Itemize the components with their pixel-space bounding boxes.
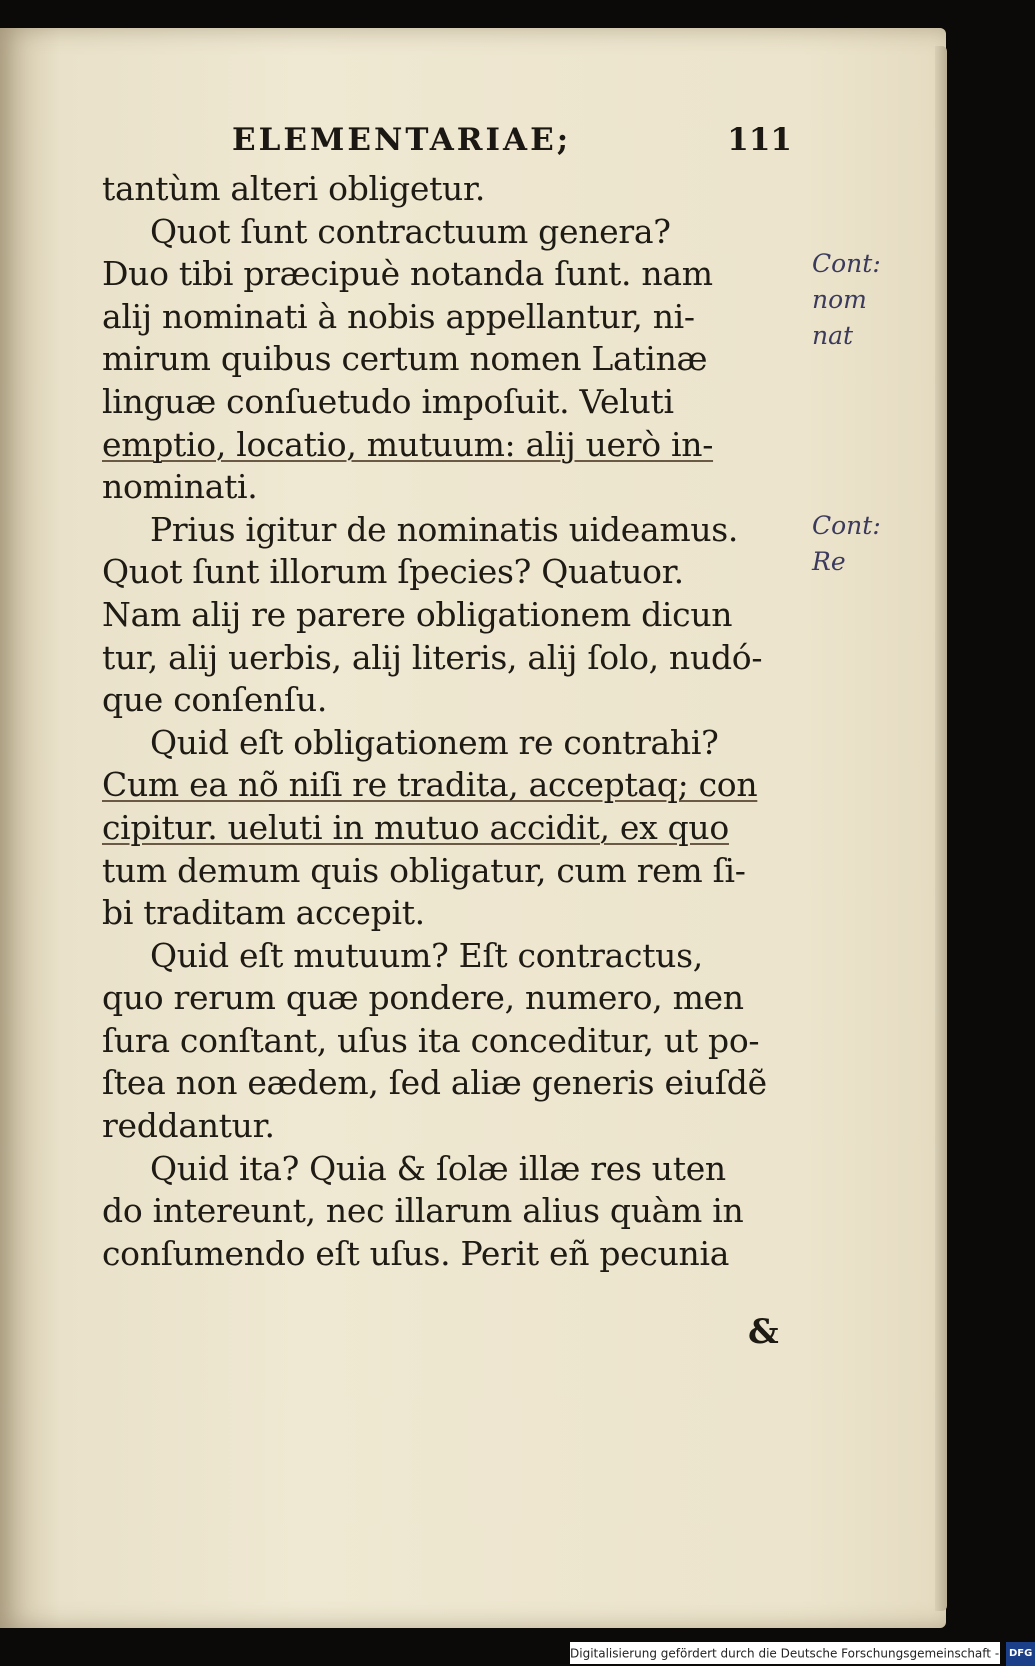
body-text — [102, 168, 792, 1275]
marginal-note-1 — [812, 246, 922, 354]
text-line: Duo tibi præcipuè notanda ſunt. nam — [102, 254, 713, 294]
text-line: mirum quibus certum nomen Latinæ — [102, 339, 708, 379]
text-line: conſumendo eſt uſus. Perit eñ pecunia — [102, 1233, 730, 1273]
marginal-note-line: Re — [812, 547, 846, 576]
text-line: Quid eſt obligationem re contrahi? — [150, 722, 719, 762]
page-header — [232, 122, 792, 162]
text-line: Nam alij re parere obligationem dicun — [102, 594, 733, 634]
dfg-logo: DFG — [1006, 1642, 1035, 1666]
text-line — [102, 764, 792, 807]
text-line: alij nominati à nobis appellantur, ni- — [102, 296, 695, 336]
underlined-text: emptio, locatio, mutuum: alij uerò in- — [102, 424, 714, 464]
text-line — [102, 424, 792, 467]
text-line: bi traditam accepit. — [102, 893, 425, 933]
text-line: Quot ſunt illorum ſpecies? Quatuor. — [102, 552, 684, 592]
text-line: Quid ita? Quia & ſolæ illæ res uten — [150, 1148, 726, 1188]
text-line — [102, 807, 792, 850]
running-title: ELEMENTARIAE; — [232, 122, 572, 158]
text-line: ſura conſtant, uſus ita conceditur, ut po- — [102, 1020, 760, 1060]
text-line: do intereunt, nec illarum alius quàm in — [102, 1191, 744, 1231]
credit-text: Digitalisierung gefördert durch die Deutsche Forschungsgemeinschaft - — [570, 1646, 1000, 1661]
marginal-note-line: nat — [812, 321, 854, 350]
text-line: tantùm alteri obligetur. — [102, 169, 486, 208]
text-line: quo rerum quæ pondere, numero, men — [102, 978, 744, 1018]
text-line: nominati. — [102, 467, 258, 507]
text-line: Prius igitur de nominatis uideamus. — [150, 509, 739, 549]
marginal-note-line: Cont: — [812, 511, 881, 540]
text-line: linguæ conſuetudo impoſuit. Veluti — [102, 381, 674, 421]
page-edge — [935, 46, 947, 1611]
marginal-note-2 — [812, 508, 922, 580]
text-line: Quid eſt mutuum? Eſt contractus, — [150, 935, 703, 975]
digitization-credit — [570, 1642, 1033, 1664]
text-line: reddantur. — [102, 1106, 275, 1146]
folio-number: 111 — [727, 122, 792, 158]
catchword: & — [748, 1312, 779, 1352]
text-line: ſtea non eædem, ſed aliæ generis eiuſdẽ — [102, 1063, 767, 1103]
text-line: que conſenſu. — [102, 680, 328, 720]
text-line: Quot ſunt contractuum genera? — [150, 211, 671, 251]
marginal-note-line: Cont: — [812, 249, 881, 278]
text-line: tur, alij uerbis, alij literis, alij ſolo, nudó- — [102, 637, 763, 677]
underlined-text: Cum ea nõ niſi re tradita, acceptaq; con — [102, 765, 758, 805]
underlined-text: cipitur. ueluti in mutuo accidit, ex quo — [102, 807, 729, 847]
marginal-note-line: nom — [812, 285, 867, 314]
text-line: tum demum quis obligatur, cum rem ſi- — [102, 850, 746, 890]
